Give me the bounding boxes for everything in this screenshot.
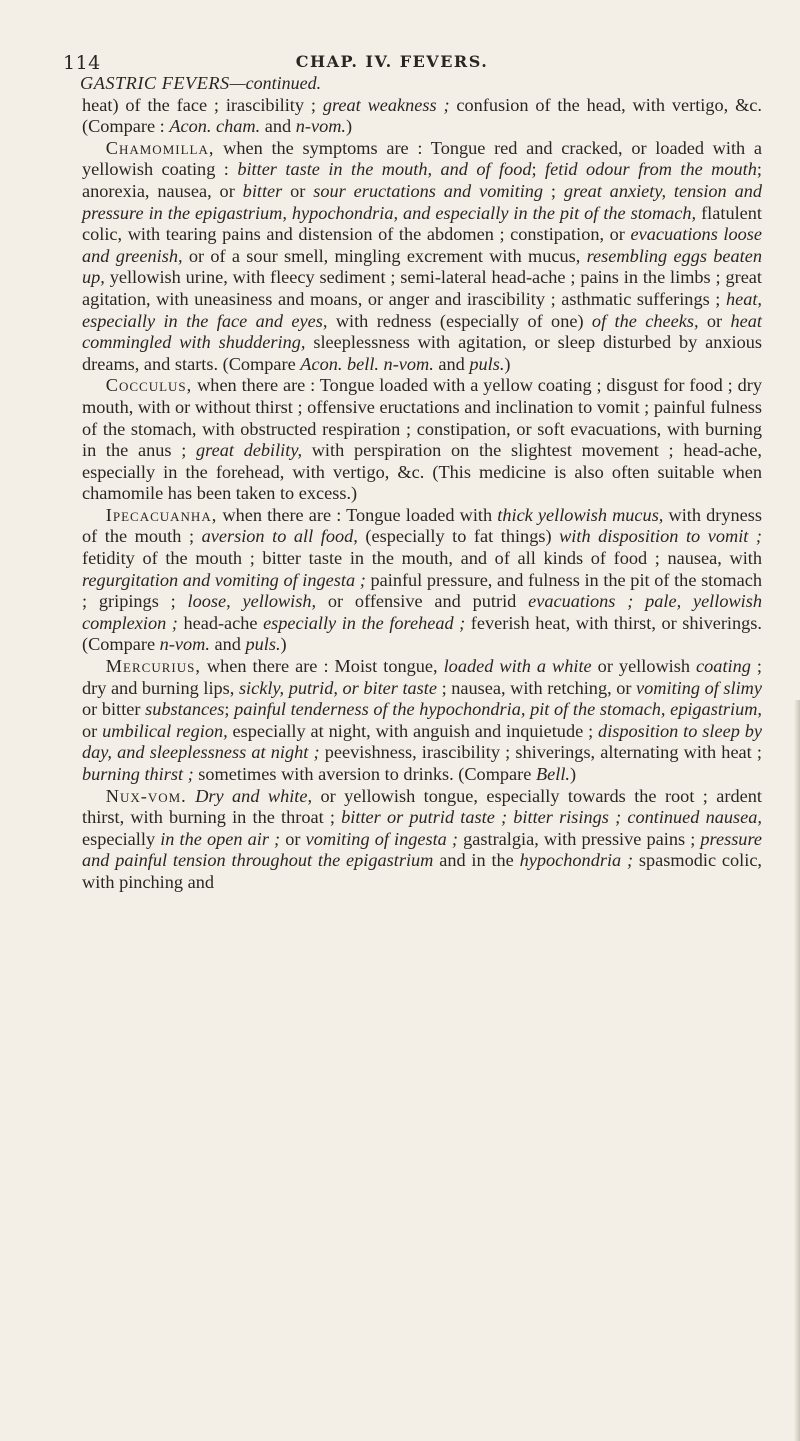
italic-text: umbilical region, — [102, 720, 228, 741]
body-text: or — [82, 720, 103, 741]
paragraph — [82, 375, 762, 505]
remedy-name: Ipecacuanha, — [105, 504, 218, 525]
paragraph-list — [82, 95, 762, 894]
italic-text: vomiting of ingesta ; — [305, 828, 459, 849]
body-text: gastralgia, with pressive pains ; — [458, 828, 701, 849]
italic-text: Acon. bell. n-vom. — [300, 353, 434, 374]
body-text: when the symptoms are : Tongue red and cracked, or loaded with a yellowish coating : — [82, 137, 762, 180]
italic-text: bitter or putrid taste ; bitter risings ; continued nausea, — [341, 807, 762, 828]
body-text: ; — [543, 180, 564, 201]
body-text: heat) of the face ; irascibility ; — [82, 94, 323, 115]
italic-text: n-vom. — [159, 634, 210, 655]
italic-text: great anxiety, tension and pressure in the epigastrium, hypochondria, and especially in the pit of the stomach, — [82, 180, 762, 223]
body-text: spasmodic colic, with pinching and — [82, 850, 763, 892]
body-text: or bitter — [82, 699, 146, 720]
italic-text: painful tenderness of the hypochondria, pit of the stomach, epigastrium, — [234, 699, 763, 720]
body-text: head-ache — [177, 612, 264, 633]
italic-text: heat, especially in the face and eyes, — [82, 288, 762, 331]
body-text: and in the — [433, 850, 520, 871]
body-text: ; nausea, with retching, or — [437, 677, 637, 698]
italic-text: hypochondria ; — [519, 850, 634, 871]
italic-text: pressure and painful tension throughout the epigastrium — [82, 828, 762, 871]
italic-text: loose, yellowish, — [187, 591, 317, 612]
paragraph — [82, 138, 762, 376]
body-text: or offensive and putrid — [316, 591, 529, 612]
body-text: ) — [346, 116, 353, 137]
page-number: 114 — [63, 52, 101, 74]
body-text: ) — [569, 764, 577, 784]
italic-text: evacuations loose and greenish, — [82, 224, 762, 266]
body-text: when there are : Moist tongue, — [200, 656, 444, 677]
body-text: or — [280, 828, 306, 849]
body-text: feverish heat, with thirst, or shiverings. (Compare — [82, 612, 762, 655]
remedy-name: Cocculus, — [105, 375, 193, 396]
body-text: ) — [280, 634, 287, 655]
body-text: especially — [82, 828, 161, 849]
italic-text: disposition to sleep by day, and sleeplessness at night ; — [82, 720, 762, 763]
body-text: or — [282, 180, 314, 201]
remedy-name: Mercurius, — [105, 656, 201, 677]
remedy-name: Nux-vom. — [105, 785, 187, 806]
section-continued: —continued. — [229, 73, 322, 93]
body-text: when there are : Tongue loaded with a yellow coating ; disgust for food ; dry mouth, with or without thirst ; offensive eructations and inclination to vomit ; painful fulness of the stomach, with obstructed respiration ; constipation, or soft evacuations, with burning in the anus ; — [82, 375, 762, 461]
body-text: or yellowish tongue, especially towards the root ; ardent thirst, with burning in the throat ; — [82, 785, 762, 828]
paragraph — [82, 786, 762, 894]
italic-text: bitter taste in the mouth, and of food — [237, 159, 532, 180]
body-text: and — [209, 634, 246, 655]
italic-text: loaded with a white — [443, 656, 592, 677]
running-head: CHAP. IV. FEVERS. — [295, 52, 489, 71]
italic-text: fetid odour from the mouth — [545, 159, 757, 180]
italic-text: puls. — [469, 353, 505, 374]
body-text: especially at night, with anguish and inquietude ; — [227, 720, 599, 741]
body-text: fetidity of the mouth ; bitter taste in the mouth, and of all kinds of food ; nausea, with — [82, 548, 762, 569]
paragraph — [82, 656, 762, 786]
section-title-text: GASTRIC FEVERS — [80, 73, 230, 93]
italic-text: aversion to all food, — [201, 526, 358, 547]
body-text: or yellowish — [591, 656, 697, 677]
paragraph — [82, 505, 762, 656]
body-text: ; anorexia, nausea, or — [82, 159, 762, 201]
italic-text: Bell. — [535, 764, 570, 784]
italic-text: burning thirst ; — [82, 764, 194, 784]
page-edge-shadow — [794, 700, 800, 1441]
body-text: ; — [531, 159, 546, 180]
italic-text: n-vom. — [295, 116, 347, 137]
italic-text: in the open air ; — [160, 828, 281, 849]
italic-text: vomiting of slimy — [636, 677, 762, 698]
italic-text: Acon. cham. — [169, 116, 261, 137]
body-text: confusion of the head, with vertigo, &c. (Compare : — [82, 94, 762, 137]
body-text: ) — [504, 353, 511, 374]
body-text: with dryness of the mouth ; — [82, 504, 762, 547]
italic-text: great weakness ; — [322, 94, 450, 115]
italic-text: great debility, — [196, 440, 303, 461]
italic-text: resembling eggs beaten up, — [82, 245, 762, 288]
body-text: (especially to fat things) — [357, 526, 560, 547]
body-text: and — [260, 116, 296, 137]
italic-text: sour eructations and vomiting — [313, 180, 544, 201]
italic-text: thick yellowish mucus, — [497, 504, 664, 525]
body-text: peevishness, irascibility ; shiverings, alternating with heat ; — [319, 742, 762, 763]
body-text: sleeplessness with agitation, or sleep disturbed by anxious dreams, and starts. (Compare — [82, 332, 762, 374]
body-text: painful pressure, and fulness in the pit of the stomach ; gripings ; — [82, 569, 762, 612]
italic-text: especially in the forehead ; — [263, 612, 466, 633]
italic-text: Dry and white, — [195, 785, 313, 806]
italic-text: with disposition to vomit ; — [559, 526, 763, 547]
body-text: with redness (especially of one) — [327, 310, 592, 331]
italic-text: regurgitation and vomiting of ingesta ; — [82, 569, 366, 590]
body-text: flatulent colic, with tearing pains and distension of the abdomen ; constipation, or — [82, 202, 762, 245]
italic-text: evacuations ; pale, yellowish complexion ; — [82, 591, 763, 633]
page-body — [82, 73, 762, 894]
body-text: with perspiration on the slightest movement ; head-ache, especially in the forehead, with vertigo, &c. (This medicine is also often suitable when chamomile has been taken to excess.) — [82, 440, 762, 504]
body-text: or — [698, 310, 731, 331]
italic-text: of the cheeks, — [591, 310, 699, 331]
body-text: yellowish urine, with fleecy sediment ; semi-lateral head-ache ; pains in the limbs ; great agitation, with uneasiness and moans, or anger and irascibility ; asthmatic sufferings ; — [82, 267, 762, 309]
body-text: or of a sour smell, mingling excrement with mucus, — [182, 245, 587, 266]
italic-text: heat commingled with shuddering, — [82, 310, 762, 353]
italic-text: bitter — [242, 180, 283, 201]
body-text: and — [433, 353, 470, 374]
section-title — [80, 73, 762, 95]
paragraph — [82, 95, 762, 138]
italic-text: substances — [145, 699, 225, 720]
italic-text: sickly, putrid, or biter taste — [238, 677, 437, 698]
body-text: ; — [224, 699, 235, 720]
body-text — [187, 786, 195, 806]
italic-text: coating — [696, 656, 751, 677]
body-text: ; dry and burning lips, — [82, 656, 762, 698]
remedy-name: Chamomilla, — [105, 137, 215, 158]
body-text: when there are : Tongue loaded with — [217, 504, 498, 525]
italic-text: puls. — [245, 634, 281, 655]
body-text: sometimes with aversion to drinks. (Compare — [193, 764, 536, 784]
